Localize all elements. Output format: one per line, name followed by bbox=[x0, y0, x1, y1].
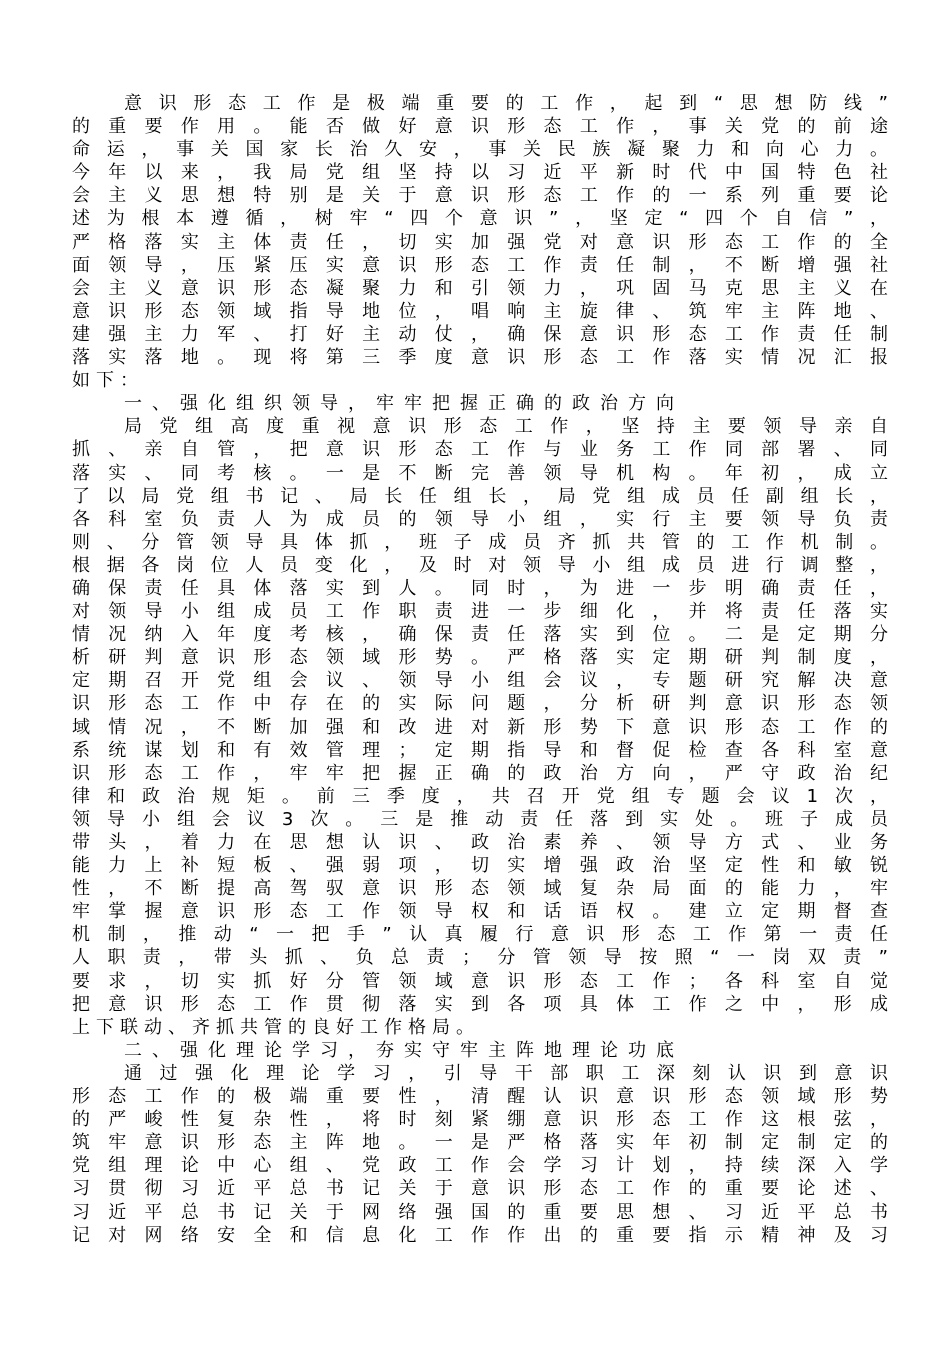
paragraph-3-line: 的严峻性复杂性，将时刻紧绷意识形态工作这根弦， bbox=[72, 1109, 888, 1131]
paragraph-2-line: 域情况，不断加强和改进对新形势下意识形态工作的 bbox=[72, 716, 888, 738]
paragraph-3-line: 通过强化理论学习，引导干部职工深刻认识到意识 bbox=[124, 1062, 888, 1084]
paragraph-1-line: 面领导，压紧压实意识形态工作责任制，不断增强社 bbox=[72, 254, 888, 276]
paragraph-2-line: 对领导小组成员工作职责进一步细化，并将责任落实 bbox=[72, 601, 888, 623]
paragraph-2-line: 上下联动、齐抓共管的良好工作格局。 bbox=[72, 1016, 480, 1038]
paragraph-1-line: 述为根本遵循，树牢“四个意识”，坚定“四个自信”， bbox=[72, 208, 888, 230]
paragraph-2-line: 带头，着力在思想认识、政治素养、领导方式、业务 bbox=[72, 832, 888, 853]
paragraph-1-line: 建强主力军、打好主动仗，确保意识形态工作责任制 bbox=[72, 323, 888, 345]
paragraph-2-line: 各科室负责人为成员的领导小组，实行主要领导负责 bbox=[72, 508, 888, 530]
paragraph-1-line: 的重要作用。能否做好意识形态工作，事关党的前途 bbox=[72, 116, 888, 138]
paragraph-2-line: 识形态工作，牢牢把握正确的政治方向，严守政治纪 bbox=[72, 762, 888, 784]
paragraph-2-line: 系统谋划和有效管理；定期指导和督促检查各科室意 bbox=[72, 739, 888, 761]
paragraph-2-line: 定期召开党组会议、领导小组会议，专题研究解决意 bbox=[72, 670, 888, 692]
paragraph-1-line: 命运，事关国家长治久安，事关民族凝聚力和向心力。 bbox=[72, 139, 888, 161]
paragraph-2-line: 领导小组会议3次。三是推动责任落到实处。班子成员 bbox=[72, 808, 888, 830]
paragraph-1-line: 会主义意识形态凝聚力和引领力，巩固马克思主义在 bbox=[72, 277, 888, 299]
paragraph-2-line: 识形态工作中存在的实际问题，分析研判意识形态领 bbox=[72, 693, 888, 715]
section-heading-2: 二、强化理论学习，夯实守牢主阵地理论功底 bbox=[124, 1039, 684, 1061]
paragraph-3-line: 筑牢意识形态主阵地。一是严格落实年初制定制定的 bbox=[72, 1132, 888, 1154]
paragraph-3-line: 形态工作的极端重要性，清醒认识意识形态领域形势 bbox=[72, 1086, 888, 1108]
paragraph-2-line: 了以局党组书记、局长任组长，局党组成员任副组长， bbox=[72, 485, 888, 507]
paragraph-1-line: 严格落实主体责任，切实加强党对意识形态工作的全 bbox=[72, 231, 888, 253]
paragraph-1-line: 会主义思想特别是关于意识形态工作的一系列重要论 bbox=[72, 185, 888, 207]
paragraph-2-line: 抓、亲自管，把意识形态工作与业务工作同部署、同 bbox=[72, 439, 888, 461]
paragraph-2-line: 机制，推动“一把手”认真履行意识形态工作第一责任 bbox=[72, 924, 888, 946]
paragraph-1-line: 意识形态领域指导地位，唱响主旋律、筑牢主阵地、 bbox=[72, 300, 888, 322]
paragraph-1-line: 落实落地。现将第三季度意识形态工作落实情况汇报 bbox=[72, 347, 888, 369]
paragraph-2-line: 要求，切实抓好分管领域意识形态工作；各科室自觉 bbox=[72, 970, 888, 992]
paragraph-2-line: 局党组高度重视意识形态工作，坚持主要领导亲自 bbox=[124, 416, 888, 438]
paragraph-2-line: 根据各岗位人员变化，及时对领导小组成员进行调整， bbox=[72, 554, 888, 576]
paragraph-2-line: 则、分管领导具体抓，班子成员齐抓共管的工作机制。 bbox=[72, 531, 888, 553]
paragraph-2-line: 落实、同考核。一是不断完善领导机构。年初，成立 bbox=[72, 462, 888, 484]
paragraph-2-line: 能力上补短板、强弱项，切实增强政治坚定性和敏锐 bbox=[72, 855, 888, 877]
paragraph-1-line: 意识形态工作是极端重要的工作，起到“思想防线” bbox=[124, 93, 888, 114]
paragraph-2-line: 人职责，带头抓、负总责；分管领导按照“一岗双责” bbox=[72, 947, 888, 969]
document-page bbox=[72, 92, 888, 1247]
paragraph-2-line: 律和政治规矩。前三季度，共召开党组专题会议1次， bbox=[72, 785, 888, 807]
paragraph-1-line: 如下： bbox=[72, 370, 144, 392]
paragraph-2-line: 性，不断提高驾驭意识形态领域复杂局面的能力，牢 bbox=[72, 878, 888, 900]
paragraph-2-line: 把意识形态工作贯彻落实到各项具体工作之中，形成 bbox=[72, 993, 888, 1015]
paragraph-2-line: 确保责任具体落实到人。同时，为进一步明确责任， bbox=[72, 577, 888, 599]
paragraph-2-line: 情况纳入年度考核，确保责任落实到位。二是定期分 bbox=[72, 624, 888, 646]
section-heading-1: 一、强化组织领导，牢牢把握正确的政治方向 bbox=[124, 393, 684, 415]
paragraph-1-line: 今年以来，我局党组坚持以习近平新时代中国特色社 bbox=[72, 162, 888, 184]
paragraph-3-line: 记对网络安全和信息化工作作出的重要指示精神及习 bbox=[72, 1224, 888, 1246]
paragraph-3-line: 党组理论中心组、党政工作会学习计划，持续深入学 bbox=[72, 1155, 888, 1177]
paragraph-3-line: 习近平总书记关于网络强国的重要思想、习近平总书 bbox=[72, 1201, 888, 1223]
paragraph-2-line: 牢掌握意识形态工作领导权和话语权。建立定期督查 bbox=[72, 901, 888, 923]
paragraph-2-line: 析研判意识形态领域形势。严格落实定期研判制度， bbox=[72, 647, 888, 669]
paragraph-3-line: 习贯彻习近平总书记关于意识形态工作的重要论述、 bbox=[72, 1178, 888, 1200]
